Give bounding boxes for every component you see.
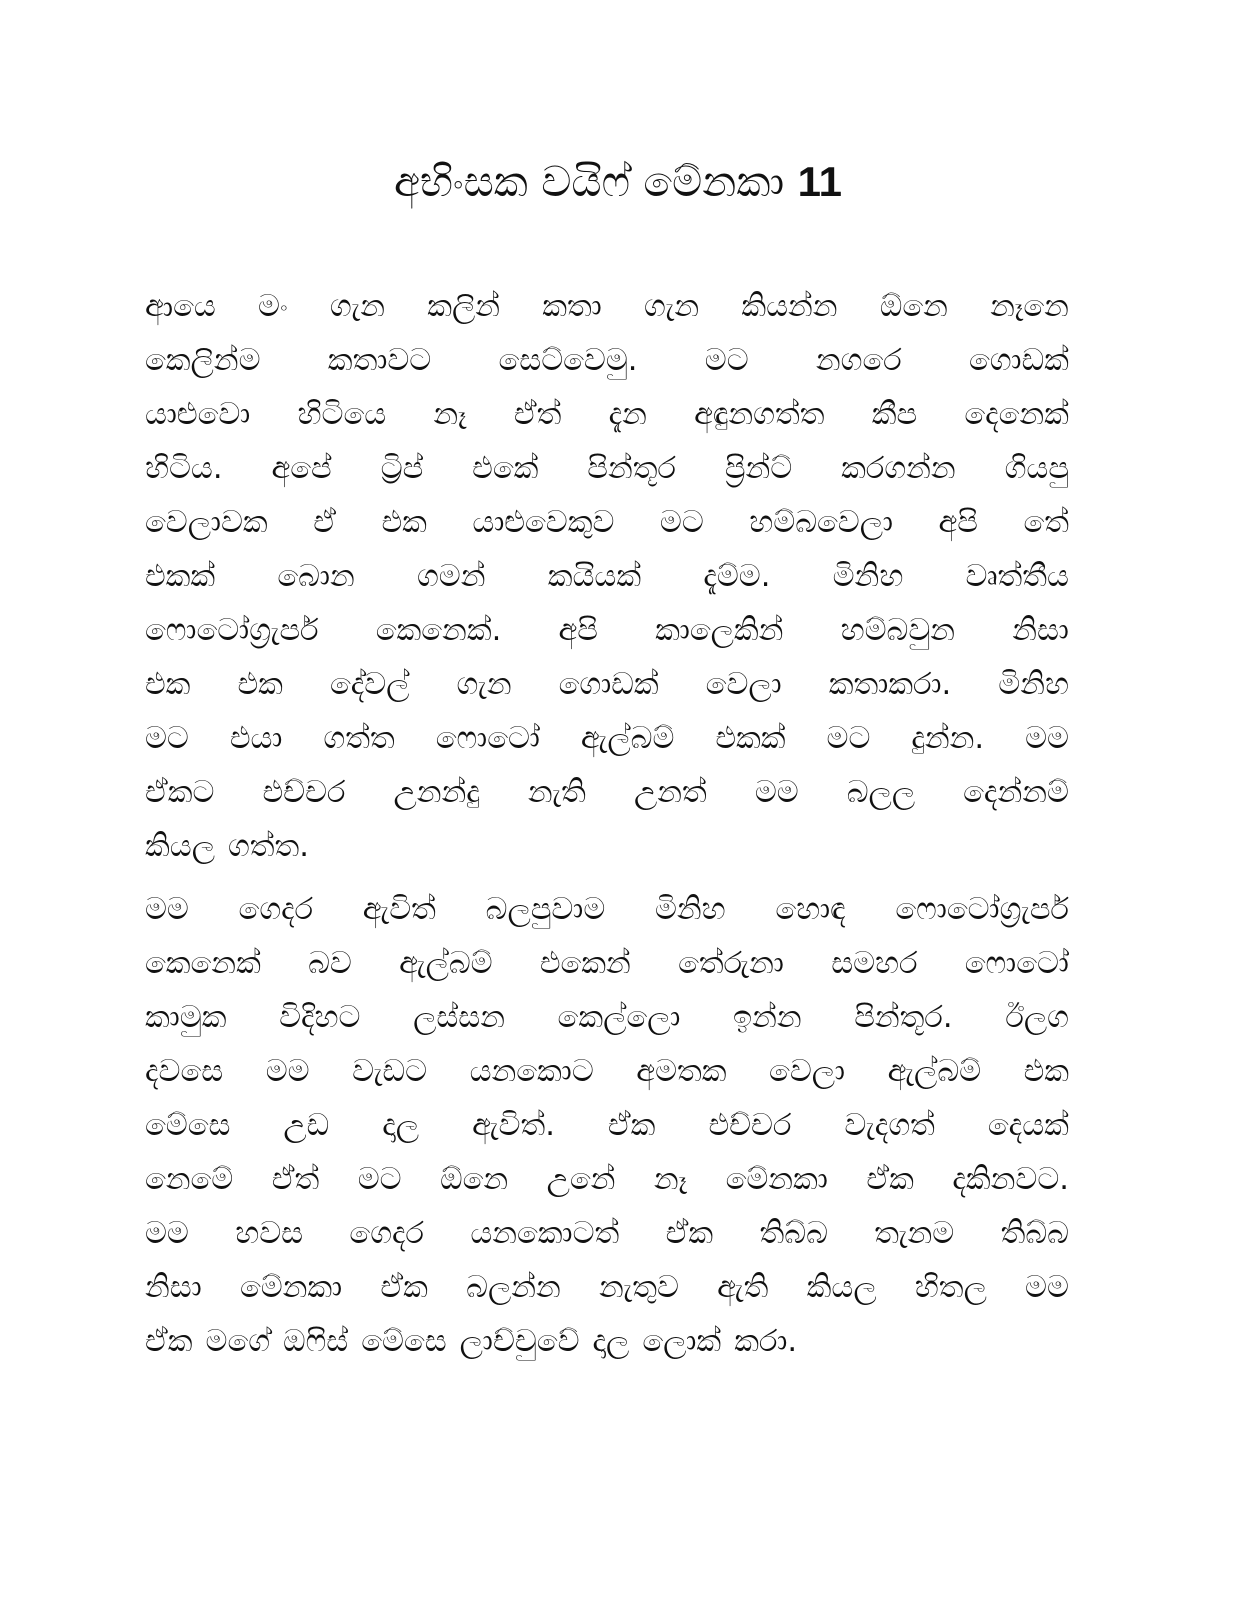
word: ඇල්බම් bbox=[580, 721, 675, 756]
word: කීප bbox=[871, 397, 918, 432]
word: වෘත්තීය bbox=[965, 559, 1069, 594]
text-line bbox=[145, 442, 1069, 496]
word: යනකොටත් bbox=[470, 1216, 620, 1251]
word: හිටියෙ bbox=[297, 397, 387, 432]
word: ෆොටෝ bbox=[435, 721, 540, 756]
word: එක bbox=[381, 505, 427, 540]
word: වෙලා bbox=[769, 1054, 846, 1089]
word: කෙල්ලො bbox=[557, 1000, 681, 1035]
text-line bbox=[145, 550, 1069, 604]
word: ඒක bbox=[380, 1270, 428, 1305]
word: කාලෙකින් bbox=[655, 613, 784, 648]
word: ලාච්චුවේ bbox=[459, 1324, 580, 1359]
word: ඒත් bbox=[513, 397, 562, 432]
word: ඇල්බම් bbox=[887, 1054, 982, 1089]
word: දේවල් bbox=[329, 667, 410, 702]
word: මේනකා bbox=[725, 1162, 828, 1197]
text-line bbox=[145, 820, 1069, 874]
word: මට bbox=[659, 505, 704, 540]
word: කෙනෙක්. bbox=[375, 613, 502, 648]
word: ගැන bbox=[644, 289, 700, 324]
word: එයා bbox=[229, 721, 283, 756]
word: වැඩට bbox=[352, 1054, 428, 1089]
word: නෙමේ bbox=[145, 1162, 234, 1197]
paragraph bbox=[145, 280, 1069, 874]
word: මට bbox=[704, 343, 749, 378]
word: කරගන්න bbox=[841, 451, 956, 486]
word: බොන bbox=[277, 559, 355, 594]
word: ආයෙ bbox=[145, 289, 216, 324]
word: උනේ bbox=[546, 1162, 616, 1197]
word: ලොක් bbox=[642, 1324, 722, 1359]
word: ඔෆිස් bbox=[283, 1324, 349, 1359]
word: එකක් bbox=[145, 559, 216, 594]
word: කියල bbox=[806, 1270, 877, 1305]
word: යාළුවො bbox=[145, 397, 251, 432]
word: වෙලා bbox=[705, 667, 782, 702]
text-line bbox=[145, 1207, 1069, 1261]
word: ෆොටෝග්‍රැපර් bbox=[895, 892, 1069, 927]
word: ගැන bbox=[456, 667, 512, 702]
word: නෑ bbox=[653, 1162, 688, 1197]
word: මගේ bbox=[205, 1324, 271, 1359]
word: නිසා bbox=[145, 1270, 202, 1305]
word: මේසෙ bbox=[145, 1108, 231, 1143]
word: ඇවිත් bbox=[362, 892, 436, 927]
word: කලින් bbox=[427, 289, 501, 324]
word: දාල bbox=[382, 1108, 420, 1143]
word: හම්බවුන bbox=[840, 613, 956, 648]
word: බව bbox=[308, 946, 352, 981]
word: විදිහට bbox=[279, 1000, 361, 1035]
word: මේසෙ bbox=[361, 1324, 447, 1359]
word: හොඳ bbox=[775, 892, 846, 927]
word: පින්තූර. bbox=[854, 1000, 953, 1035]
word: කතාවට bbox=[327, 343, 432, 378]
word: තැනම bbox=[874, 1216, 955, 1251]
word: ෆොටෝග්‍රැපර් bbox=[145, 613, 319, 648]
word: එක bbox=[237, 667, 283, 702]
word: ෆොටෝ bbox=[964, 946, 1069, 981]
word: එච්චර bbox=[262, 775, 346, 810]
word: හවස bbox=[235, 1216, 304, 1251]
word: කතා bbox=[542, 289, 602, 324]
word: ඊලග bbox=[1005, 1000, 1069, 1035]
page-title bbox=[145, 150, 1091, 214]
word: ඒ bbox=[313, 505, 336, 540]
word: ඕනෙ bbox=[879, 289, 948, 324]
word: වෙලාවක bbox=[145, 505, 268, 540]
word: එකක් bbox=[715, 721, 786, 756]
word: වැදගත් bbox=[844, 1108, 935, 1143]
word: යනකොට bbox=[469, 1054, 594, 1089]
word: අපේ bbox=[271, 451, 332, 486]
word: කතාකරා. bbox=[828, 667, 952, 702]
word: මේනකා bbox=[239, 1270, 343, 1305]
word: නිසා bbox=[1012, 613, 1069, 648]
word: ඇල්බම් bbox=[399, 946, 493, 981]
word: දාල bbox=[592, 1324, 630, 1359]
word: තිබ්බ bbox=[759, 1216, 828, 1251]
word: සමහර bbox=[831, 946, 918, 981]
word: ඒක bbox=[145, 1324, 193, 1359]
word: ගැන bbox=[329, 289, 386, 324]
word: ඉන්න bbox=[733, 1000, 802, 1035]
paragraph bbox=[145, 883, 1069, 1369]
text-line bbox=[145, 766, 1069, 820]
text-line bbox=[145, 883, 1069, 937]
word: දෙන්නම් bbox=[963, 775, 1069, 810]
word: නගරෙ bbox=[815, 343, 902, 378]
word: ගමන් bbox=[416, 559, 486, 594]
title-text: අභිංසක වයිෆ් මේනකා bbox=[393, 157, 785, 206]
text-line bbox=[145, 1153, 1069, 1207]
word: ගියපු bbox=[1004, 451, 1069, 486]
word: ලස්සන bbox=[413, 1000, 505, 1035]
word: කයියක් bbox=[547, 559, 642, 594]
word: කෙනෙක් bbox=[145, 946, 261, 981]
word: එක bbox=[1023, 1054, 1069, 1089]
text-line bbox=[145, 937, 1069, 991]
word: හම්බවෙලා bbox=[749, 505, 894, 540]
word: සෙට්වෙමු. bbox=[498, 343, 638, 378]
word: උඩ bbox=[283, 1108, 330, 1143]
word: මම bbox=[1025, 1270, 1069, 1305]
word: අපි bbox=[558, 613, 598, 648]
word: ඒක bbox=[866, 1162, 914, 1197]
word: ගත්ත bbox=[323, 721, 395, 756]
text-line bbox=[145, 1261, 1069, 1315]
word: තේරුනා bbox=[678, 946, 784, 981]
word: මිනිහ bbox=[654, 892, 726, 927]
word: ප්‍රින්ට් bbox=[724, 451, 793, 486]
word: ගොඩක් bbox=[558, 667, 659, 702]
word: මම bbox=[145, 1216, 189, 1251]
word: යාළුවෙකුව bbox=[472, 505, 615, 540]
word: දෙනෙක් bbox=[964, 397, 1069, 432]
word: තිබ්බ bbox=[1000, 1216, 1069, 1251]
body-text bbox=[145, 280, 1069, 1378]
word: ඒත් bbox=[271, 1162, 320, 1197]
word: මට bbox=[357, 1162, 402, 1197]
word: උනන්දු bbox=[393, 775, 480, 810]
word: බලල bbox=[846, 775, 916, 810]
word: කියන්න bbox=[741, 289, 838, 324]
word: එකෙන් bbox=[539, 946, 631, 981]
word: බලන්න bbox=[466, 1270, 561, 1305]
word: පින්තූර bbox=[587, 451, 676, 486]
word: එක bbox=[145, 667, 191, 702]
word: උනත් bbox=[633, 775, 707, 810]
text-line bbox=[145, 712, 1069, 766]
text-line bbox=[145, 496, 1069, 550]
word: බලපුවාම bbox=[485, 892, 606, 927]
word: තේ bbox=[1023, 505, 1069, 540]
word: ඒකට bbox=[145, 775, 215, 810]
text-line bbox=[145, 1045, 1069, 1099]
word: හිටිය. bbox=[145, 451, 223, 486]
word: අපි bbox=[938, 505, 978, 540]
word: මම bbox=[1025, 721, 1069, 756]
word: ගෙදර bbox=[349, 1216, 424, 1251]
text-line bbox=[145, 388, 1069, 442]
word: කෙලින්ම bbox=[145, 343, 261, 378]
word: හිතල bbox=[914, 1270, 987, 1305]
word: ගත්ත. bbox=[227, 829, 310, 864]
word: මට bbox=[145, 721, 189, 756]
word: නැතුව bbox=[598, 1270, 679, 1305]
title-number: 11 bbox=[797, 158, 843, 205]
word: ඒක bbox=[607, 1108, 656, 1143]
text-line bbox=[145, 334, 1069, 388]
word: මිනිහ bbox=[998, 667, 1069, 702]
word: ගෙදර bbox=[238, 892, 314, 927]
word: නැති bbox=[527, 775, 586, 810]
word: ඇති bbox=[717, 1270, 769, 1305]
text-line bbox=[145, 1099, 1069, 1153]
word: කරා. bbox=[734, 1324, 798, 1359]
text-line bbox=[145, 280, 1069, 334]
word: ඕනෙ bbox=[440, 1162, 509, 1197]
word: දවසෙ bbox=[145, 1054, 224, 1089]
word: එකේ bbox=[472, 451, 539, 486]
word: ඇවිත්. bbox=[472, 1108, 555, 1143]
word: එච්චර bbox=[708, 1108, 792, 1143]
text-line bbox=[145, 604, 1069, 658]
word: දකිනවට. bbox=[952, 1162, 1069, 1197]
word: ගොඩක් bbox=[968, 343, 1069, 378]
word: නෑනෙ bbox=[990, 289, 1069, 324]
word: මම bbox=[265, 1054, 310, 1089]
word: ඒක bbox=[665, 1216, 714, 1251]
text-line bbox=[145, 1315, 1069, 1369]
text-line bbox=[145, 991, 1069, 1045]
word: ට්‍රිප් bbox=[380, 451, 424, 486]
word: දෙයක් bbox=[987, 1108, 1069, 1143]
word: දැම්ම. bbox=[703, 559, 771, 594]
word: මම bbox=[145, 892, 189, 927]
word: මං bbox=[258, 289, 288, 324]
word: අඳුනගත්ත bbox=[694, 397, 825, 432]
word: දුන්න. bbox=[911, 721, 985, 756]
word: නෑ bbox=[433, 397, 467, 432]
word: අමතක bbox=[636, 1054, 727, 1089]
word: මට bbox=[826, 721, 871, 756]
word: කාමුක bbox=[145, 1000, 227, 1035]
word: මිනිහ bbox=[832, 559, 904, 594]
text-line bbox=[145, 658, 1069, 712]
word: දැන bbox=[608, 397, 647, 432]
word: කියල bbox=[145, 829, 215, 864]
word: මම bbox=[754, 775, 799, 810]
